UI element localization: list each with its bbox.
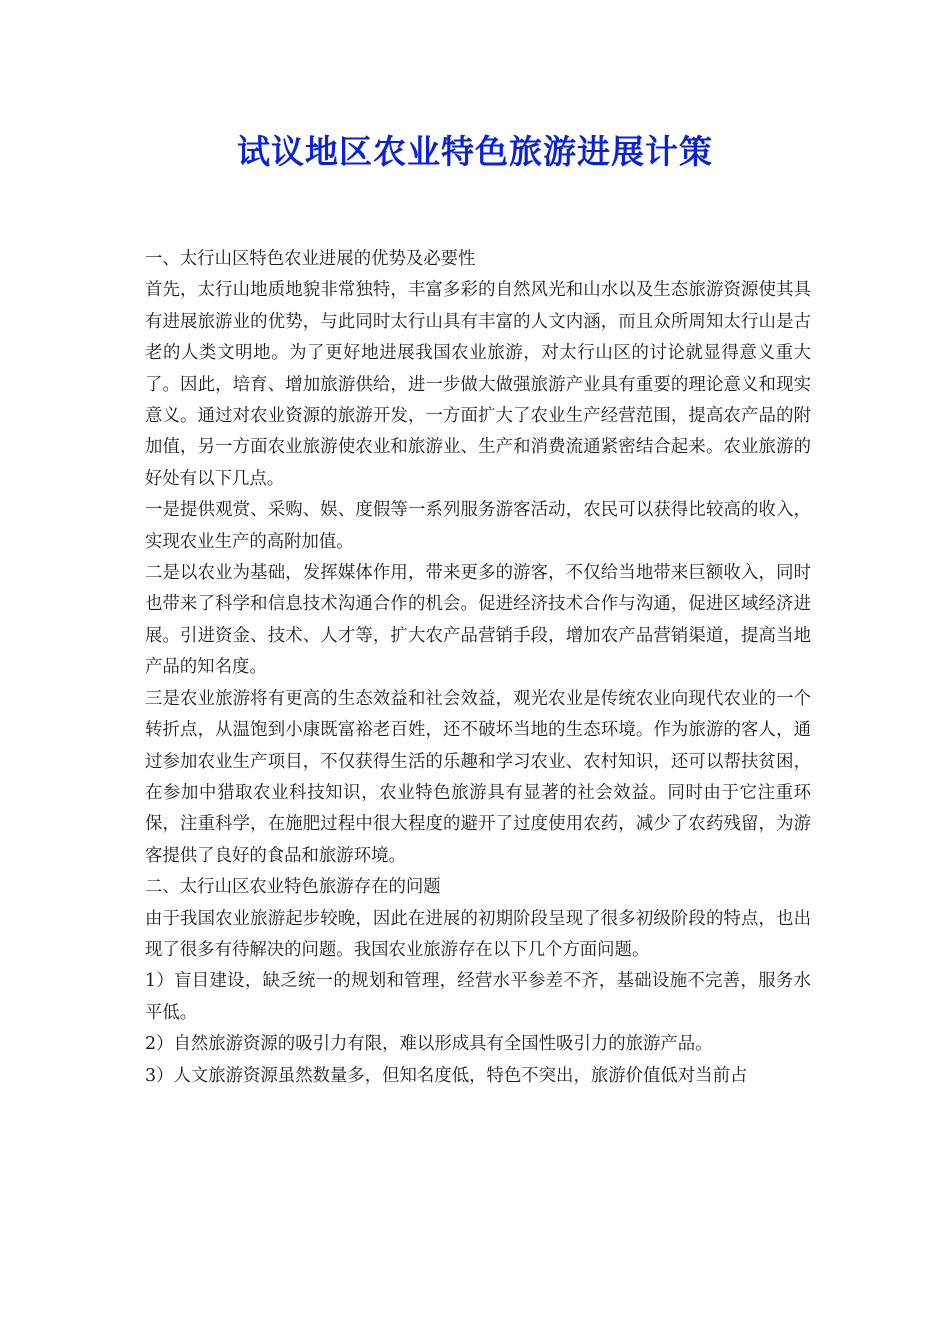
- document-body: [145, 244, 811, 1092]
- body-paragraph: 首先，太行山地质地貌非常独特，丰富多彩的自然风光和山水以及生态旅游资源使其具有进展旅游业的优势，与此同时太行山具有丰富的人文内涵，而且众所周知太行山是古老的人类文明地。为了更好地进展我国农业旅游，对太行山区的讨论就显得意义重大了。因此，培育、增加旅游供给，进一步做大做强旅游产业具有重要的理论意义和现实意义。通过对农业资源的旅游开发，一方面扩大了农业生产经营范围，提高农产品的附加值，另一方面农业旅游使农业和旅游业、生产和消费流通紧密结合起来。农业旅游的好处有以下几点。: [145, 280, 811, 489]
- body-paragraph: 二是以农业为基础，发挥媒体作用，带来更多的游客，不仅给当地带来巨额收入，同时也带来了科学和信息技术沟通合作的机会。促进经济技术合作与沟通，促进区域经济进展。引进资金、技术、人才等，扩大农产品营销手段，增加农产品营销渠道，提高当地产品的知名度。: [145, 563, 811, 678]
- body-paragraph: 一是提供观赏、采购、娱、度假等一系列服务游客活动，农民可以获得比较高的收入，实现农业生产的高附加值。: [145, 500, 811, 552]
- list-item: 3）人文旅游资源虽然数量多，但知名度低，特色不突出，旅游价值低对当前占: [145, 1065, 748, 1086]
- list-item: 1）盲目建设，缺乏统一的规划和管理，经营水平参差不齐，基础设施不完善，服务水平低。: [145, 971, 811, 1023]
- section-heading-1: 一、太行山区特色农业进展的优势及必要性: [145, 249, 476, 269]
- body-paragraph: 由于我国农业旅游起步较晚，因此在进展的初期阶段呈现了很多初级阶段的特点，也出现了很多有待解决的问题。我国农业旅游存在以下几个方面问题。: [145, 908, 811, 960]
- document-title: 试议地区农业特色旅游进展计策: [237, 132, 713, 171]
- section-heading-2: 二、太行山区农业特色旅游存在的问题: [145, 877, 441, 898]
- list-item: 2）自然旅游资源的吸引力有限，难以形成具有全国性吸引力的旅游产品。: [145, 1034, 713, 1055]
- body-paragraph: 三是农业旅游将有更高的生态效益和社会效益，观光农业是传统农业向现代农业的一个转折点，从温饱到小康既富裕老百姓，还不破坏当地的生态环境。作为旅游的客人，通过参加农业生产项目，不仅获得生活的乐趣和学习农业、农村知识，还可以帮扶贫困，在参加中猎取农业科技知识，农业特色旅游具有显著的社会效益。同时由于它注重环保，注重科学，在施肥过程中很大程度的避开了过度使用农药，减少了农药残留，为游客提供了良好的食品和旅游环境。: [145, 688, 811, 866]
